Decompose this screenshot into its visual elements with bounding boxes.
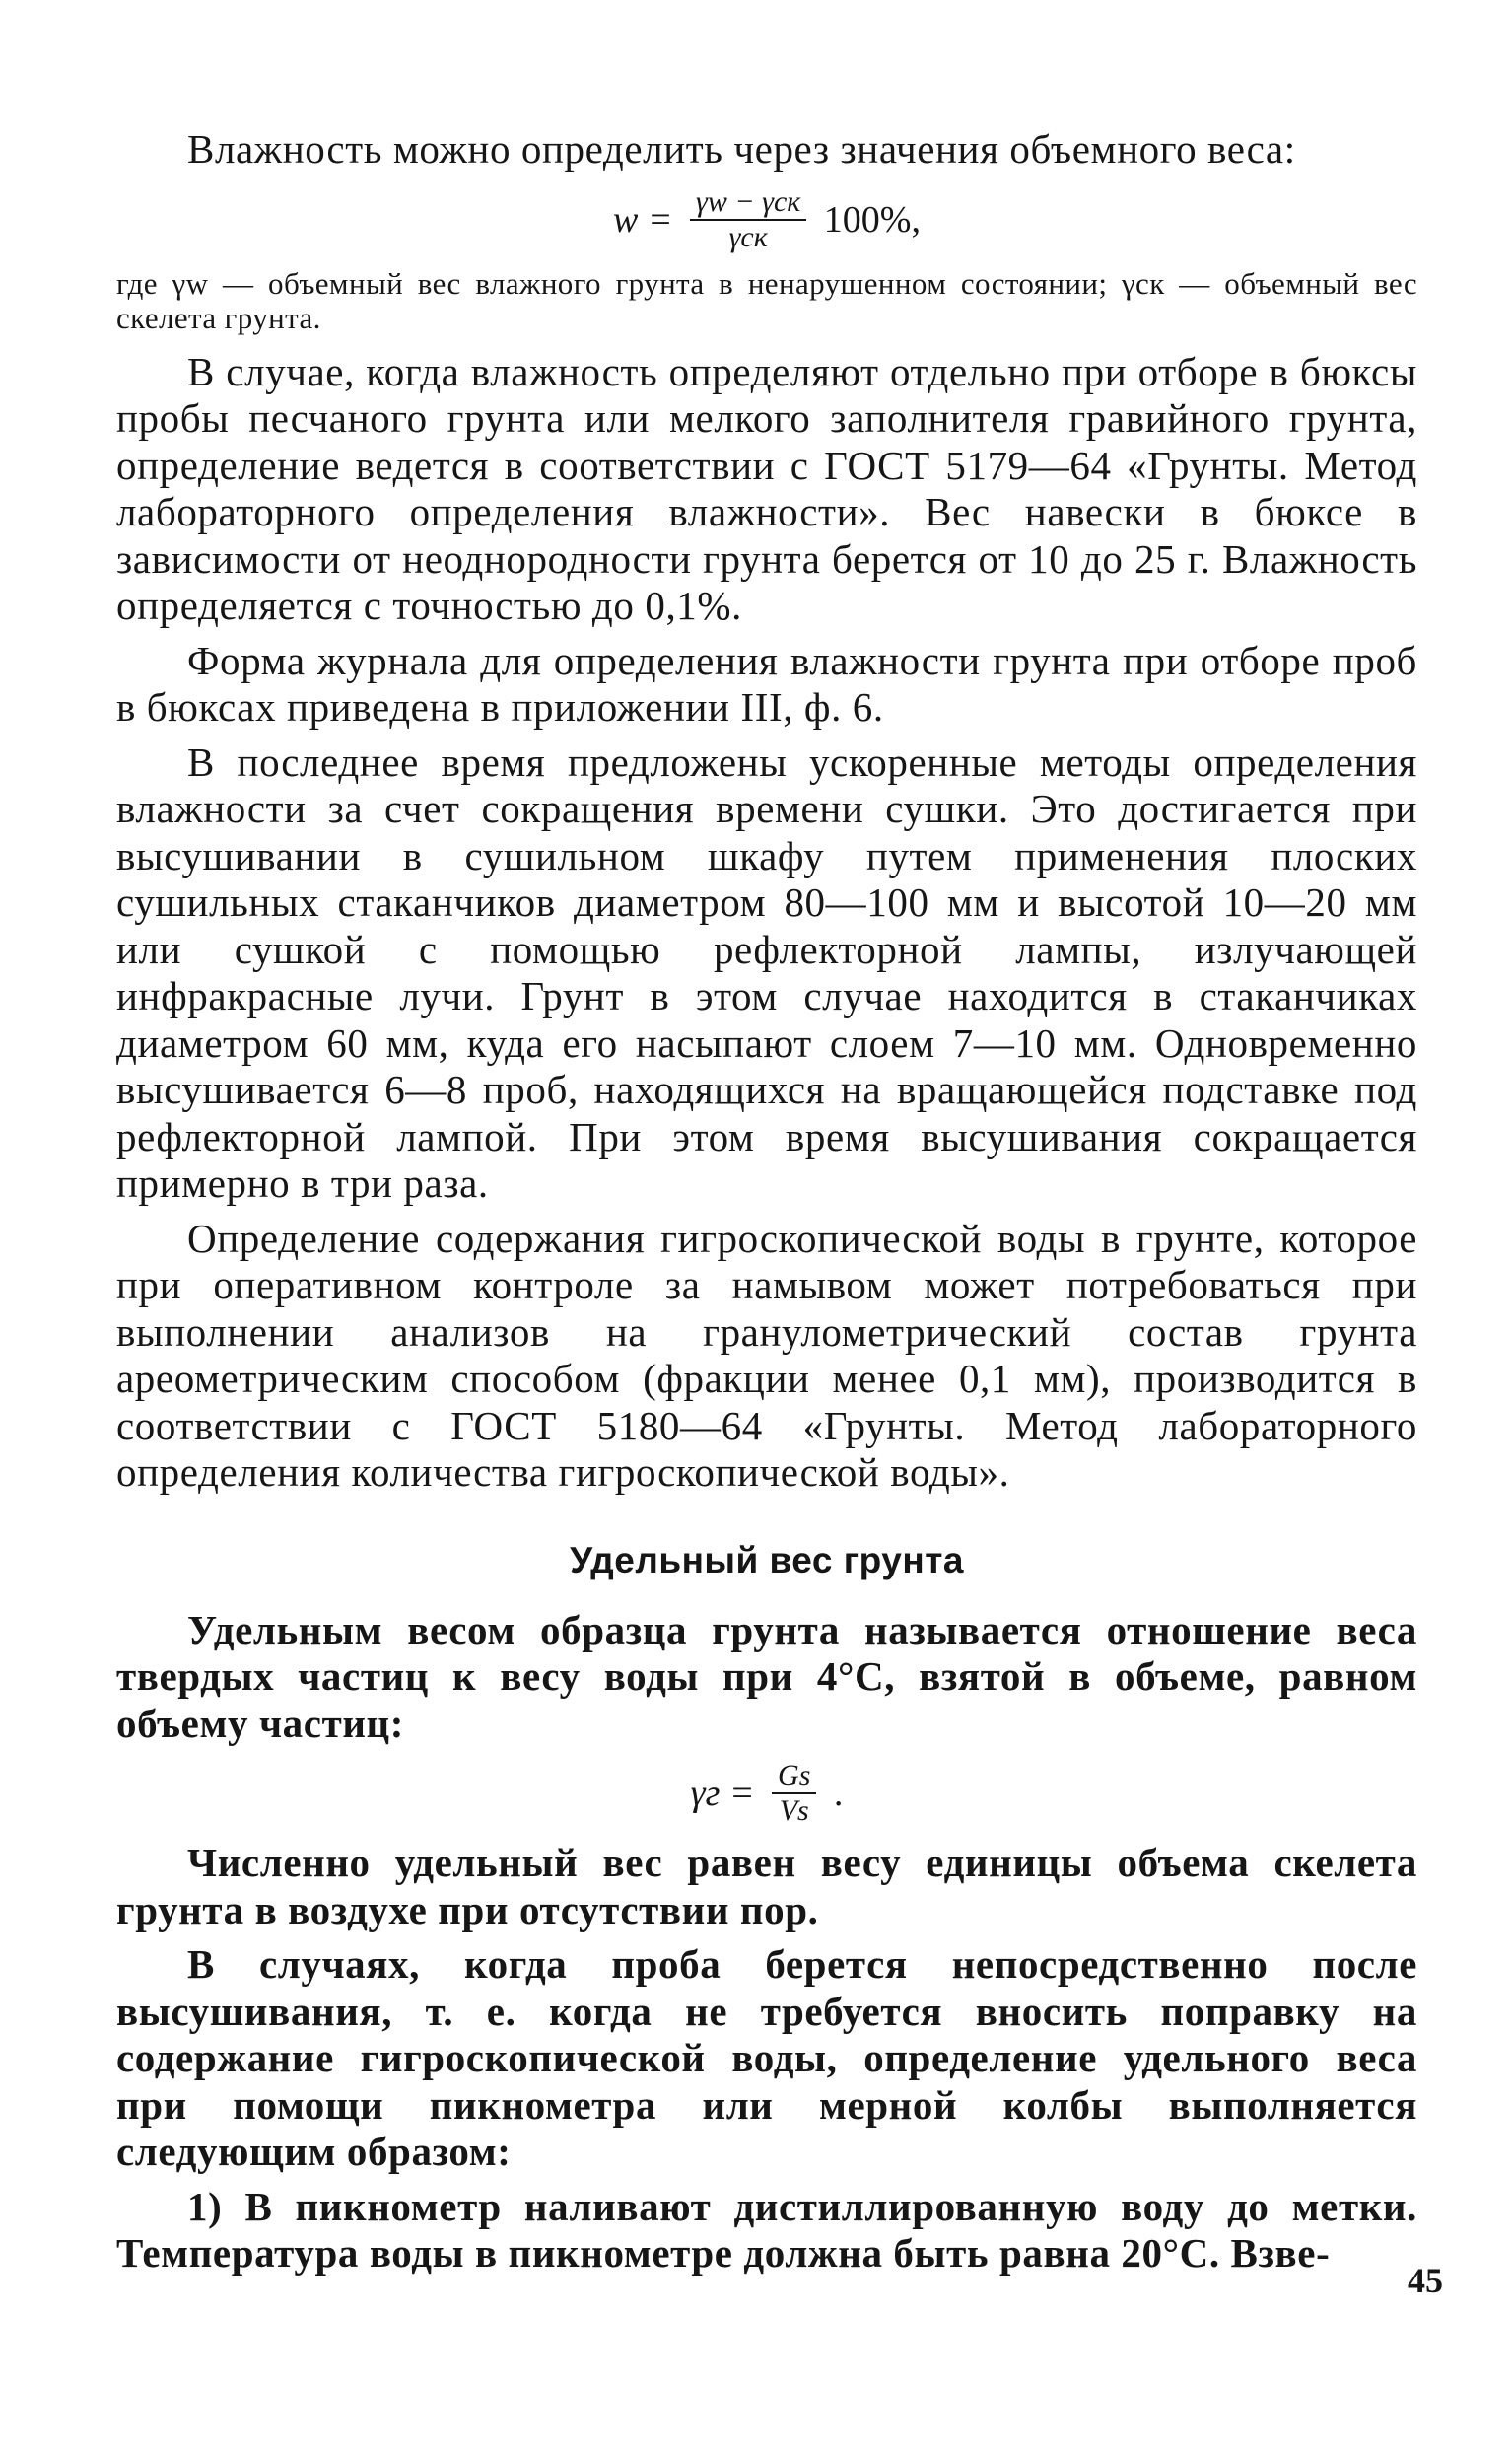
formula-numerator: γw − γск xyxy=(690,185,806,221)
paragraph-numeric-equivalent: Численно удельный вес равен весу единицы объема скелета грунта в воздухе при отсутствии пор. xyxy=(116,1840,1417,1932)
formula2-numerator: Gs xyxy=(772,1759,816,1794)
document-page xyxy=(116,126,1417,2277)
formula-note: где γw — объемный вес влажного грунта в ненарушенном состоянии; γск — объемный вес скелета грунта. xyxy=(116,265,1417,335)
formula2-rhs: . xyxy=(833,1773,844,1814)
specific-weight-formula xyxy=(116,1759,1417,1828)
section-heading: Удельный вес грунта xyxy=(570,1539,964,1580)
formula2-lhs: γг = xyxy=(690,1773,755,1814)
paragraph-pycnometer-procedure: В случаях, когда проба берется непосредственно после высушивания, т. е. когда не требуется вносить поправку на содержание гигроскопической воды, определение удельного веса при помощи пикнометра или мерной колбы выполняется следующим образом: xyxy=(116,1941,1417,2174)
intro-paragraph: Влажность можно определить через значения объемного веса: xyxy=(187,126,1296,172)
paragraph-journal-form: Форма журнала для определения влажности грунта при отборе проб в бюксах приведена в приложении III, ф. 6. xyxy=(116,637,1417,730)
formula-rhs: 100%, xyxy=(823,198,921,241)
paragraph-hygroscopic-water: Определение содержания гигроскопической воды в грунте, которое при оперативном контроле за намывом может потребоваться при выполнении анализов на гранулометрический состав грунта ареометрическим способом (фракции менее 0,1 мм), производится в соответствии с ГОСТ 5180—64 «Грунты. Метод лабораторного определения количества гигроскопической воды». xyxy=(116,1215,1417,1495)
paragraph-accelerated-methods: В последнее время предложены ускоренные методы определения влажности за счет сокращения времени сушки. Это достигается при высушивании в сушильном шкафу путем применения плоских сушильных стаканчиков диаметром 80—100 мм и высотой 10—20 мм или сушкой с помощью рефлекторной лампы, излучающей инфракрасные лучи. Грунт в этом случае находится в стаканчиках диаметром 60 мм, куда его насыпают слоем 7—10 мм. Одновременно высушивается 6—8 проб, находящихся на вращающейся подставке под рефлекторной лампой. При этом время высушивания сокращается примерно в три раза. xyxy=(116,738,1417,1206)
moisture-formula xyxy=(116,185,1417,254)
formula-lhs: w = xyxy=(613,198,673,241)
formula-denominator: γск xyxy=(728,220,768,253)
paragraph-specific-weight-definition: Удельным весом образца грунта называется отношение веса твердых частиц к весу воды при 4°С, взятой в объеме, равном объему частиц: xyxy=(116,1606,1417,1746)
formula2-fraction xyxy=(772,1759,816,1828)
formula2-denominator: Vs xyxy=(779,1794,809,1827)
formula-fraction xyxy=(690,185,806,254)
paragraph-gost-5179: В случае, когда влажность определяют отдельно при отборе в бюксы пробы песчаного грунта или мелкого заполнителя гравийного грунта, определение ведется в соответствии с ГОСТ 5179—64 «Грунты. Метод лабораторного определения влажности». Вес навески в бюксе в зависимости от неоднородности грунта берется от 10 до 25 г. Влажность определяется с точностью до 0,1%. xyxy=(116,348,1417,628)
page-number: 45 xyxy=(1408,2261,1443,2300)
paragraph-step-1: 1) В пикнометр наливают дистиллированную воду до метки. Температура воды в пикнометре должна быть равна 20°С. Взве- xyxy=(116,2183,1417,2276)
